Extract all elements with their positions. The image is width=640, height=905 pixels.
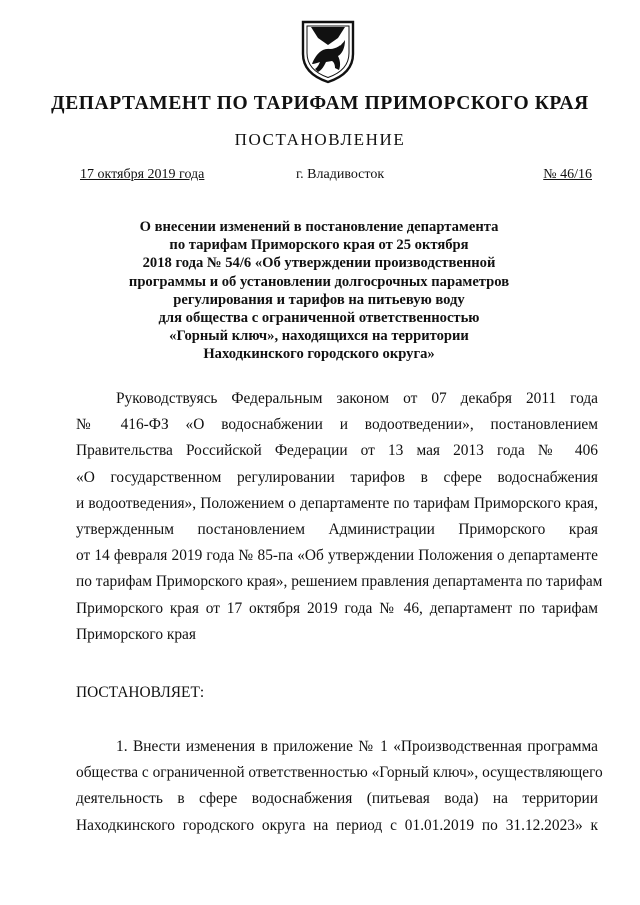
coat-of-arms-icon: [298, 18, 358, 84]
preamble-line: Правительства Российской Федерации от 13 мая 2013 года № 406: [76, 442, 598, 460]
item-line: деятельность в сфере водоснабжения (питьевая вода) на территории: [76, 790, 598, 808]
item-line: 1. Внести изменения в приложение № 1 «Производственная программа: [116, 738, 598, 755]
subject-line: для общества с ограниченной ответственностью: [158, 310, 480, 327]
preamble-line: утвержденным постановлением Администрации Приморского края: [76, 520, 598, 538]
preamble-line: и водоотведения», Положением о департаменте по тарифам Приморского края,: [76, 494, 598, 512]
subject-line: программы и об установлении долгосрочных параметров: [128, 273, 510, 290]
subject-line: по тарифам Приморского края от 25 октября: [169, 237, 469, 254]
subject-line: 2018 года № 54/6 «Об утверждении производственной: [142, 255, 496, 272]
preamble-line: Приморского края: [76, 625, 196, 643]
subject-line: «Горный ключ», находящихся на территории: [169, 328, 469, 345]
document-number: № 46/16: [543, 167, 592, 182]
document-city: г. Владивосток: [296, 167, 385, 182]
preamble-line: Руководствуясь Федеральным законом от 07 декабря 2011 года: [116, 390, 598, 407]
subject-line: Находкинского городского округа»: [203, 346, 435, 363]
document-type: ПОСТАНОВЛЕНИЕ: [234, 130, 406, 149]
item-line: общества с ограниченной ответственностью «Горный ключ», осуществляющего: [76, 764, 603, 782]
preamble-line: от 14 февраля 2019 года № 85-па «Об утверждении Положения о департаменте: [76, 547, 598, 565]
preamble-line: № 416-ФЗ «О водоснабжении и водоотведении», постановлением: [76, 416, 598, 434]
department-title: ДЕПАРТАМЕНТ ПО ТАРИФАМ ПРИМОРСКОГО КРАЯ: [51, 93, 589, 114]
preamble-paragraph: [76, 386, 603, 648]
document-subject: [90, 218, 548, 364]
preamble-line: Приморского края от 17 октября 2019 года № 46, департамент по тарифам: [76, 599, 598, 617]
subject-line: О внесении изменений в постановление департамента: [139, 219, 499, 235]
document-date: 17 октября 2019 года: [80, 167, 205, 182]
item-line: Находкинского городского округа на период с 01.01.2019 по 31.12.2023» к: [76, 816, 598, 834]
preamble-line: по тарифам Приморского края», решением правления департамента по тарифам: [76, 573, 603, 591]
preamble-line: «О государственном регулировании тарифов в сфере водоснабжения: [76, 468, 598, 486]
decree-word: ПОСТАНОВЛЯЕТ:: [76, 684, 205, 701]
subject-line: регулирования и тарифов на питьевую воду: [173, 291, 465, 308]
item-1-paragraph: [76, 734, 603, 839]
